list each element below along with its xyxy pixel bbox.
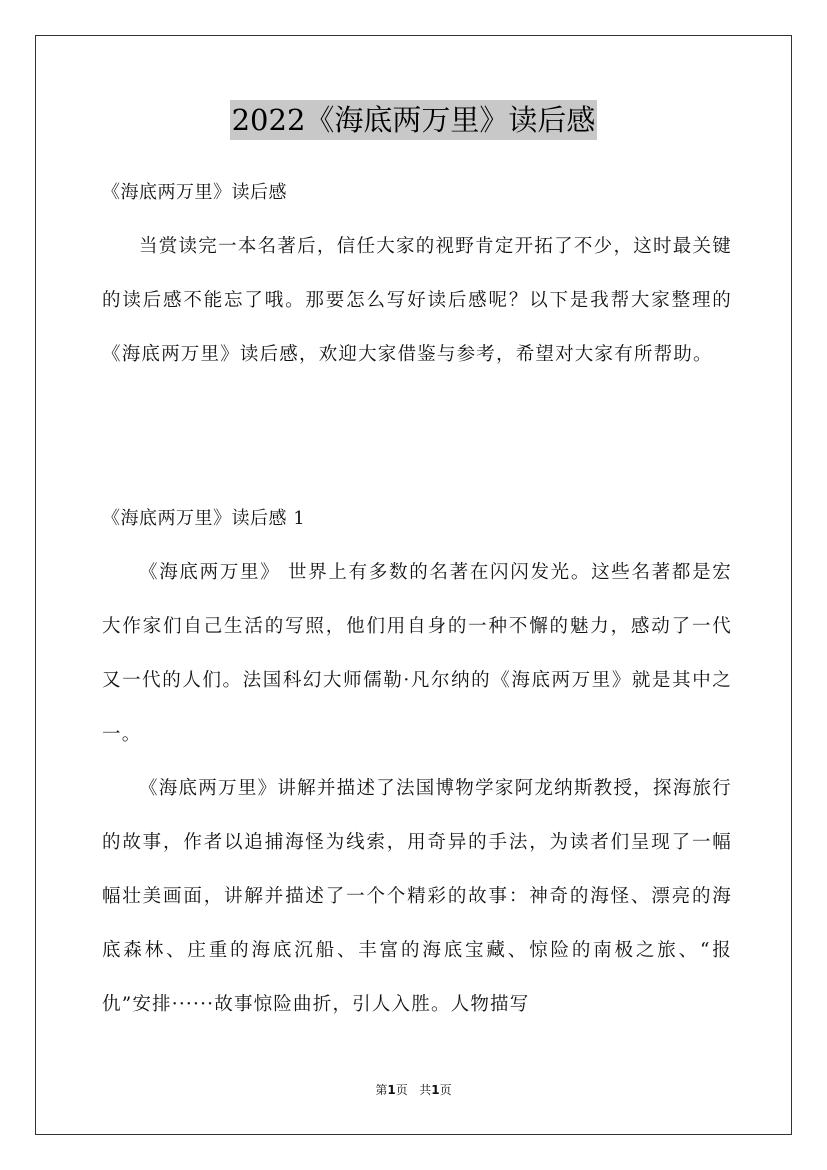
document-title: 2022《海底两万里》读后感 [230, 100, 598, 140]
title-container [0, 100, 827, 140]
intro-paragraph: 当赏读完一本名著后，信任大家的视野肯定开拓了不少，这时最关键的读后感不能忘了哦。那要怎么写好读后感呢？以下是我帮大家整理的《海底两万里》读后感，欢迎大家借鉴与参考，希望对大家有所帮助。 [102, 236, 732, 365]
intro-heading-block [102, 181, 732, 205]
total-suffix: 页 [439, 1083, 452, 1097]
total-number: 1 [431, 1083, 440, 1097]
page-suffix: 页 [395, 1083, 408, 1097]
section1-body [102, 546, 732, 1032]
section1-paragraph-2: 《海底两万里》讲解并描述了法国博物学家阿龙纳斯教授，探海旅行的故事，作者以追捕海怪为线索，用奇异的手法，为读者们呈现了一幅幅壮美画面，讲解并描述了一个个精彩的故事：神奇的海怪、漂亮的海底森林、庄重的海底沉船、丰富的海底宝藏、惊险的南极之旅、“报仇”安排······故事惊险曲折，引人入胜。人物描写 [102, 778, 732, 1015]
intro-heading: 《海底两万里》读后感 [102, 182, 287, 203]
page-number: 1 [387, 1083, 396, 1097]
page-footer [0, 1082, 827, 1098]
page-prefix: 第 [375, 1083, 388, 1097]
section1-heading: 《海底两万里》读后感 1 [102, 508, 306, 529]
intro-paragraph-block [102, 220, 732, 382]
section1-heading-block [102, 507, 732, 531]
section1-paragraph-1: 《海底两万里》 世界上有多数的名著在闪闪发光。这些名著都是宏大作家们自己生活的写照，他们用自身的一种不懈的魅力，感动了一代又一代的人们。法国科幻大师儒勒·凡尔纳的《海底两万里》就是其中之一。 [102, 562, 732, 745]
total-prefix: 共 [419, 1083, 432, 1097]
